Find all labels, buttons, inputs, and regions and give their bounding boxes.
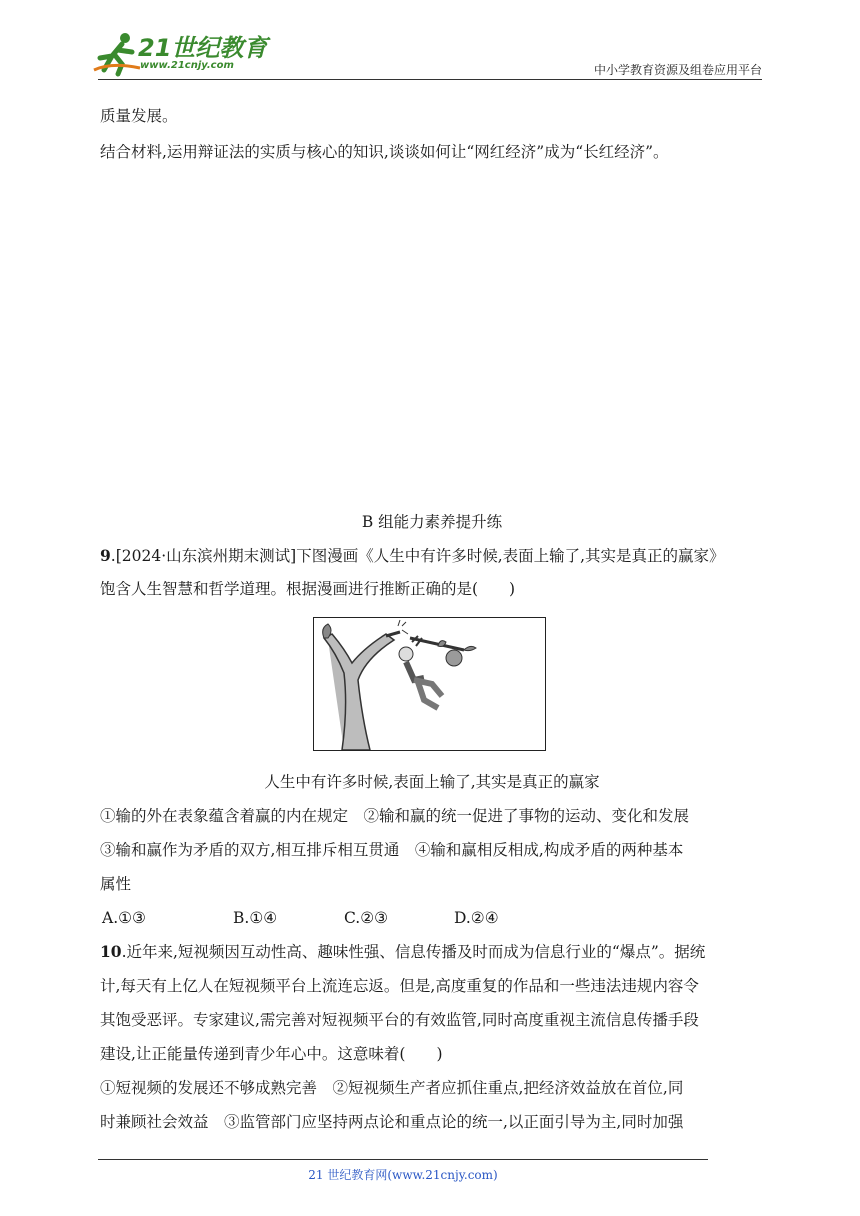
question-10-line: 计,每天有上亿人在短视频平台上流连忘返。但是,高度重复的作品和一些违法违规内容令 [100, 977, 699, 995]
section-title: B 组能力素养提升练 [361, 513, 503, 531]
question-10-line: 10.近年来,短视频因互动性高、趣味性强、信息传播及时而成为信息行业的“爆点”。据统 [100, 942, 706, 961]
question-9-line: 9.[2024·山东滨州期末测试]下图漫画《人生中有许多时候,表面上输了,其实是真正的赢家》 [100, 546, 725, 565]
statement-line: ③输和赢作为矛盾的双方,相互排斥相互贯通 ④输和赢相反相成,构成矛盾的两种基本 [100, 841, 684, 859]
logo-text: 21世纪教育 [138, 34, 268, 62]
statement-line: 时兼顾社会效益 ③监管部门应坚持两点论和重点论的统一,以正面引导为主,同时加强 [100, 1113, 684, 1131]
footer-link[interactable]: 21 世纪教育网(www.21cnjy.com) [308, 1168, 498, 1182]
logo-url: www.21cnjy.com [140, 60, 234, 71]
platform-name: 中小学教育资源及组卷应用平台 [593, 63, 762, 77]
option-b: B.①④ [233, 909, 278, 927]
runner-logo-icon [92, 30, 142, 78]
comic-illustration [313, 617, 546, 751]
footer-divider [98, 1159, 708, 1160]
comic-caption: 人生中有许多时候,表面上输了,其实是真正的赢家 [264, 773, 600, 791]
question-number: 10 [100, 942, 122, 961]
header-divider [98, 79, 762, 80]
question-number: 9 [100, 546, 111, 565]
text-line: 质量发展。 [100, 107, 178, 125]
page-header [0, 0, 860, 90]
text-line: 结合材料,运用辩证法的实质与核心的知识,谈谈如何让“网红经济”成为“长红经济”。 [100, 143, 669, 161]
question-10-line: 建设,让正能量传递到青少年心中。这意味着( ) [100, 1045, 443, 1063]
option-a: A.①③ [102, 909, 146, 927]
tree-man-comic-icon [314, 618, 545, 750]
statement-line: ①输的外在表象蕴含着赢的内在规定 ②输和赢的统一促进了事物的运动、变化和发展 [100, 807, 690, 825]
question-9-line: 饱含人生智慧和哲学道理。根据漫画进行推断正确的是( ) [100, 580, 516, 598]
statement-line: ①短视频的发展还不够成熟完善 ②短视频生产者应抓住重点,把经济效益放在首位,同 [100, 1079, 684, 1097]
option-c: C.②③ [344, 909, 389, 927]
question-10-line: 其饱受恶评。专家建议,需完善对短视频平台的有效监管,同时高度重视主流信息传播手段 [100, 1011, 699, 1029]
site-logo [92, 30, 268, 80]
statement-line: 属性 [100, 875, 132, 893]
option-d: D.②④ [454, 909, 499, 927]
